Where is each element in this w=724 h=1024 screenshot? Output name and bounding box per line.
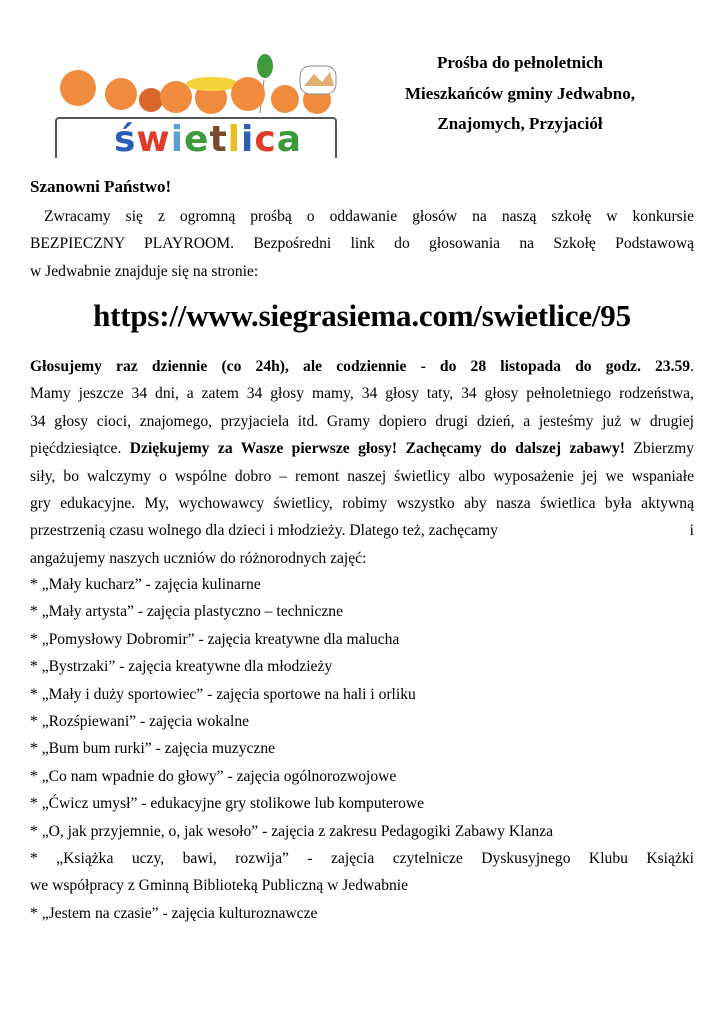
thanks-text: Dziękujemy za Wasze pierwsze głosy! Zachęcamy do dalszej zabawy! xyxy=(129,440,625,458)
list-item-continuation: we współpracy z Gminną Biblioteką Publiczną w Jedwabnie xyxy=(30,877,409,895)
list-item: * „Pomysłowy Dobromir” - zajęcia kreatywne dla malucha xyxy=(30,630,400,648)
main-line-4 xyxy=(30,435,694,462)
header-line: Znajomych, Przyjaciół xyxy=(437,114,603,133)
list-item: * „Jestem na czasie” - zajęcia kulturoznawcze xyxy=(30,904,318,922)
voting-rules: Głosujemy raz dziennie (co 24h), ale codziennie - do 28 listopada do godz. 23.59 xyxy=(30,358,691,375)
list-item: * „Książka uczy, bawi, rozwija” - zajęcia czytelnicze Dyskusyjnego Klubu Książki xyxy=(30,850,694,868)
list-item: * „Mały kucharz” - zajęcia kulinarne xyxy=(30,576,261,593)
main-line-5: siły, bo walczymy o wspólne dobro – remont naszej świetlicy albo wyposażenie jej we wspaniałe xyxy=(30,467,694,485)
greeting: Szanowni Państwo! xyxy=(30,177,172,196)
header-line: Prośba do pełnoletnich xyxy=(437,53,603,72)
intro-line: w Jedwabnie znajduje się na stronie: xyxy=(30,262,259,280)
swietlica-logo xyxy=(38,28,338,158)
main-line-1 xyxy=(30,353,694,380)
main-paragraph xyxy=(30,353,694,572)
list-item: * „Mały i duży sportowiec” - zajęcia sportowe na hali i orliku xyxy=(30,685,416,703)
voting-link[interactable]: https://www.siegrasiema.com/swietlice/95 xyxy=(93,298,631,333)
text: i xyxy=(689,522,694,540)
list-item: * „Ćwicz umysł” - edukacyjne gry stolikowe lub komputerowe xyxy=(30,795,425,813)
main-line-7 xyxy=(30,517,694,544)
list-item: * „Mały artysta” - zajęcia plastyczno – techniczne xyxy=(30,603,344,621)
activities-list xyxy=(30,571,694,927)
text: przestrzenią czasu wolnego dla dzieci i młodzieży. Dlatego też, zachęcamy xyxy=(30,522,498,540)
list-item: * „Co nam wpadnie do głowy” - zajęcia ogólnorozwojowe xyxy=(30,767,397,785)
text: Zbierzmy xyxy=(624,440,694,458)
intro-paragraph xyxy=(30,203,694,285)
list-item: * „Bystrzaki” - zajęcia kreatywne dla młodzieży xyxy=(30,658,333,676)
main-line-8: angażujemy naszych uczniów do różnorodnych zajęć: xyxy=(30,549,367,567)
text: pięćdziesiątce. xyxy=(30,440,130,458)
header-line: Mieszkańców gminy Jedwabno, xyxy=(405,83,635,103)
document-header xyxy=(370,48,670,140)
logo-text: świetlica xyxy=(113,119,302,160)
main-line-3: 34 głosy cioci, znajomego, przyjaciela itd. Gramy dopiero drugi dzień, a jesteśmy już w drugiej xyxy=(30,412,694,430)
intro-line: BEZPIECZNY PLAYROOM. Bezpośredni link do głosowania na Szkołę Podstawową xyxy=(30,235,694,253)
list-item: * „O, jak przyjemnie, o, jak wesoło” - zajęcia z zakresu Pedagogiki Zabawy Klanza xyxy=(30,822,554,840)
list-item: * „Bum bum rurki” - zajęcia muzyczne xyxy=(30,740,276,758)
list-item: * „Rozśpiewani” - zajęcia wokalne xyxy=(30,713,250,731)
punctuation: . xyxy=(690,358,694,375)
main-line-2: Mamy jeszcze 34 dni, a zatem 34 głosy mamy, 34 głosy taty, 34 głosy pełnoletniego rodzeństwa, xyxy=(30,385,694,403)
intro-line: Zwracamy się z ogromną prośbą o oddawanie głosów na naszą szkołę w konkursie xyxy=(44,208,694,225)
main-line-6: gry edukacyjne. My, wychowawcy świetlicy, robimy wszystko aby nasza świetlica była aktywną xyxy=(30,495,694,513)
